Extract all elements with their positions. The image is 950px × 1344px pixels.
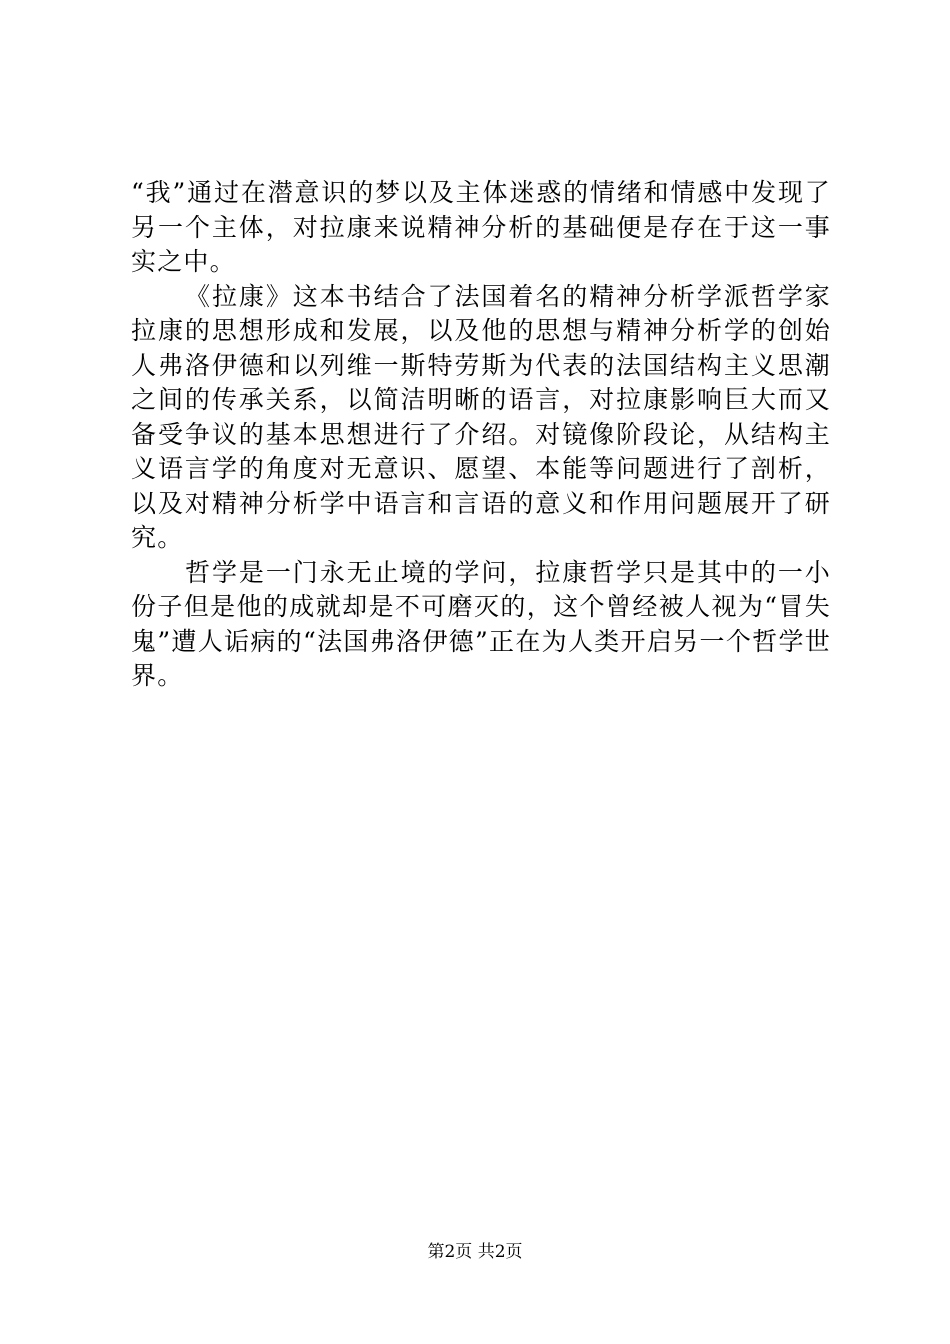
paragraph-conclusion: 哲学是一门永无止境的学问，拉康哲学只是其中的一小份子但是他的成就却是不可磨灭的，这个曾经被人视为“冒失鬼”遭人诟病的“法国弗洛伊德”正在为人类开启另一个哲学世界。 [131,557,831,690]
paragraph-book-summary: 《拉康》这本书结合了法国着名的精神分析学派哲学家拉康的思想形成和发展，以及他的思想与精神分析学的创始人弗洛伊德和以列维一斯特劳斯为代表的法国结构主义思潮之间的传承关系，以简洁明晰的语言，对拉康影响巨大而又备受争议的基本思想进行了介绍。对镜像阶段论，从结构主义语言学的角度对无意识、愿望、本能等问题进行了剖析，以及对精神分析学中语言和言语的意义和作用问题展开了研究。 [131,281,831,552]
page-footer: 第2页 共2页 [427,1242,523,1262]
paragraph-continuation: “我”通过在潜意识的梦以及主体迷惑的情绪和情感中发现了另一个主体，对拉康来说精神分析的基础便是存在于这一事实之中。 [131,178,831,276]
document-body [131,176,831,694]
